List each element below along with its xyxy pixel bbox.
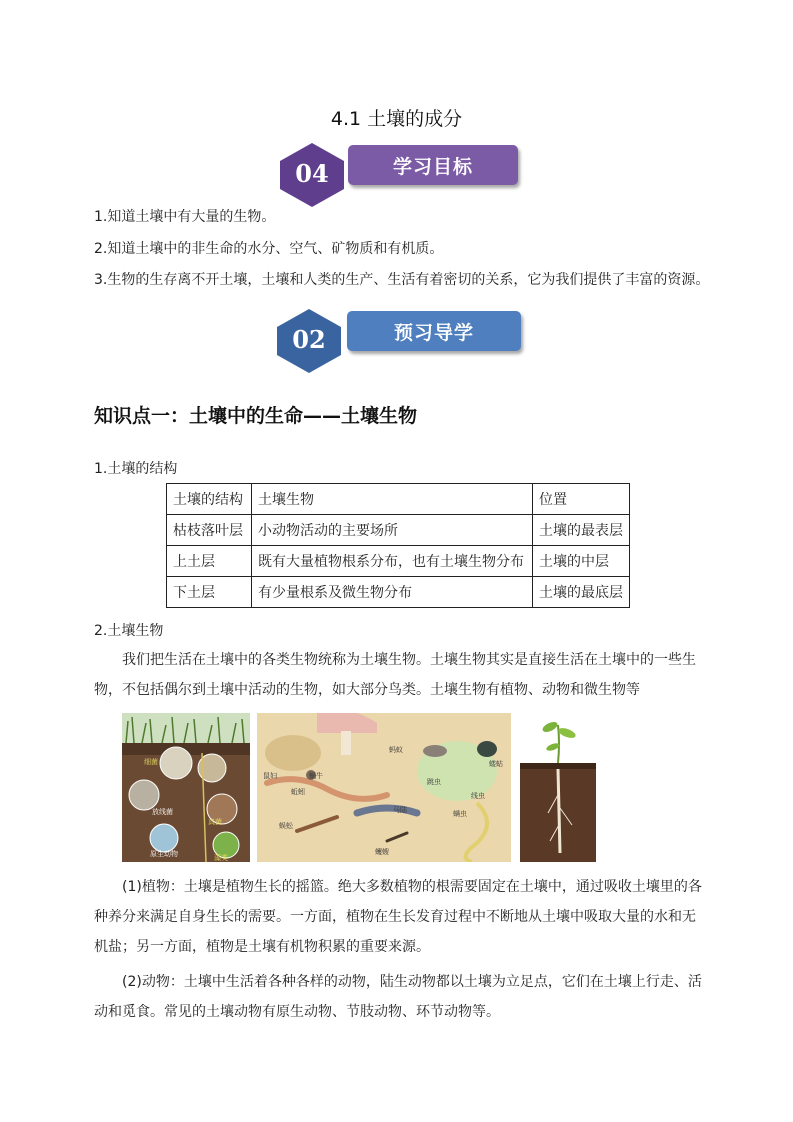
table-row (167, 515, 630, 546)
table-cell: 土壤的最表层 (533, 515, 630, 546)
label-fungi: 真菌 (208, 818, 222, 826)
table-header-cell: 位置 (533, 484, 630, 515)
intro-paragraph: 我们把生活在土壤中的各类生物统称为土壤生物。土壤生物其实是直接生活在土壤中的一些生物，不包括偶尔到土壤中活动的生物，如大部分鸟类。土壤生物有植物、动物和微生物等 (94, 652, 696, 698)
soil-animals-image (257, 713, 511, 862)
label-snail: 蜗牛 (309, 772, 323, 780)
label-bacteria: 细菌 (144, 758, 158, 766)
table-cell: 有少量根系及微生物分布 (252, 577, 533, 608)
banner-label: 学习目标 (348, 145, 518, 185)
section-label-structure: 1.土壤的结构 (94, 461, 178, 477)
table-header-cell: 土壤生物 (252, 484, 533, 515)
preview-guide-banner (275, 307, 525, 355)
table-row (167, 577, 630, 608)
table-cell: 土壤的最底层 (533, 577, 630, 608)
label-nematode: 线虫 (471, 792, 485, 800)
label-millipede: 马陆 (393, 806, 407, 814)
label-mole-cricket: 蝼蛄 (489, 760, 503, 768)
label-woodlouse: 鼠妇 (263, 772, 277, 780)
banner-label: 预习导学 (347, 311, 521, 351)
animals-paragraph: (2)动物：土壤中生活着各种各样的动物，陆生动物都以土壤为立足点，它们在土壤上行走、活动和觅食。常见的土壤动物有原生动物、节肢动物、环节动物等。 (94, 974, 702, 1020)
table-cell: 下土层 (167, 577, 252, 608)
table-cell: 既有大量植物根系分布，也有土壤生物分布 (252, 546, 533, 577)
label-mite: 螨虫 (453, 810, 467, 818)
table-cell: 土壤的中层 (533, 546, 630, 577)
knowledge-point-title: 知识点一：土壤中的生命——土壤生物 (94, 405, 418, 427)
label-centipede: 蜈蚣 (279, 822, 293, 830)
goal-3: 3.生物的生存离不开土壤，土壤和人类的生产、生活有着密切的关系，它为我们提供了丰富的资源。 (94, 272, 710, 288)
learning-goals-banner (278, 141, 523, 189)
label-actinomycetes: 放线菌 (152, 808, 173, 816)
goal-2: 2.知道土壤中的非生命的水分、空气、矿物质和有机质。 (94, 241, 444, 257)
label-protozoa: 原生动物 (150, 850, 178, 858)
banner-number: 02 (292, 325, 326, 354)
soil-microorganisms-image (122, 713, 250, 862)
table-cell: 上土层 (167, 546, 252, 577)
section-label-organisms: 2.土壤生物 (94, 623, 164, 639)
banner-number: 04 (295, 159, 329, 188)
seedling-roots-image (520, 713, 596, 862)
label-ant: 蚂蚁 (389, 746, 403, 754)
table-header-row (167, 484, 630, 515)
soil-structure-table (166, 483, 630, 608)
label-earwig: 蠼螋 (375, 848, 389, 856)
label-algae: 藻类 (214, 854, 228, 862)
page-title: 4.1 土壤的成分 (330, 108, 463, 130)
label-springtail: 跳虫 (427, 778, 441, 786)
table-cell: 小动物活动的主要场所 (252, 515, 533, 546)
table-row (167, 546, 630, 577)
table-header-cell: 土壤的结构 (167, 484, 252, 515)
label-earthworm: 蚯蚓 (291, 788, 305, 796)
plants-paragraph: (1)植物：土壤是植物生长的摇篮。绝大多数植物的根需要固定在土壤中，通过吸收土壤里的各种养分来满足自身生长的需要。一方面，植物在生长发育过程中不断地从土壤中吸取大量的水和无机盐；另一方面，植物是土壤有机物积累的重要来源。 (94, 879, 702, 955)
table-cell: 枯枝落叶层 (167, 515, 252, 546)
goal-1: 1.知道土壤中有大量的生物。 (94, 209, 276, 225)
